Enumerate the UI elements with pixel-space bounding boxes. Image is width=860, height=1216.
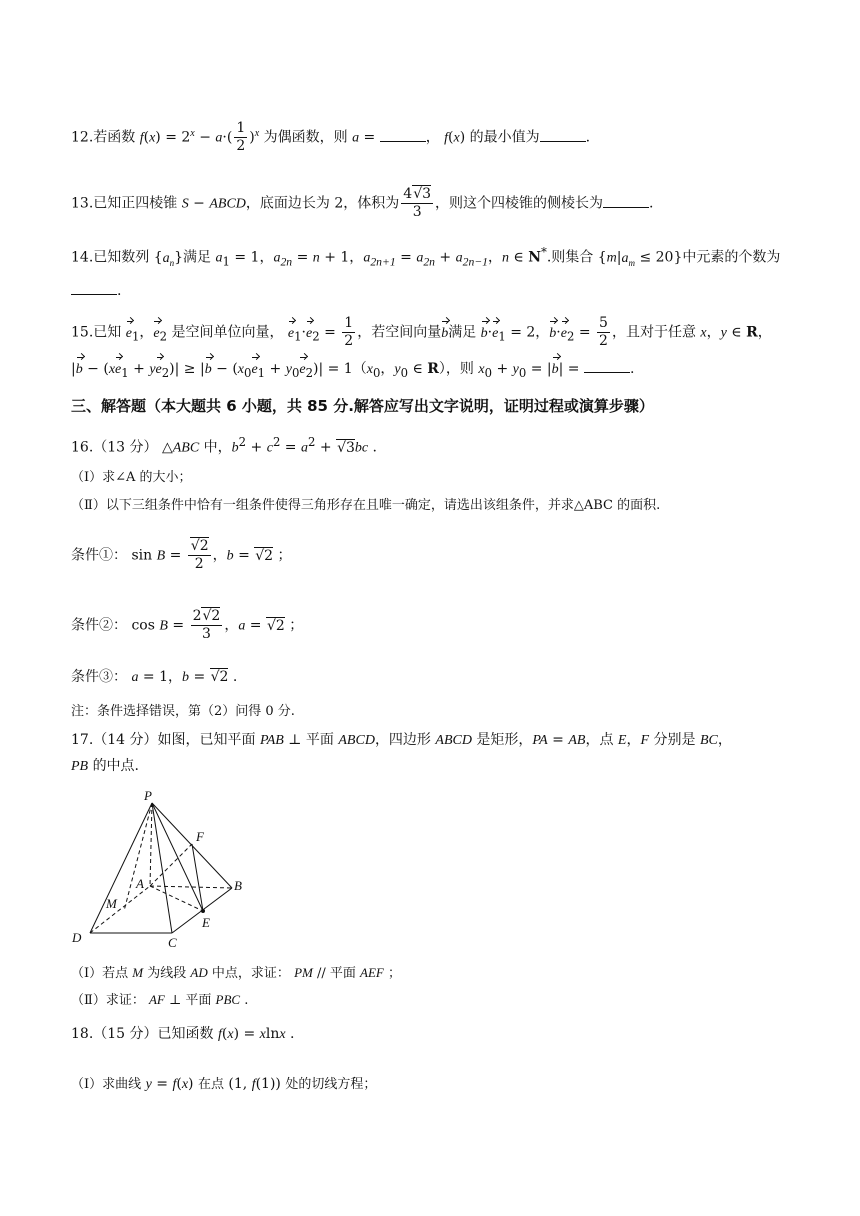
condition-2: 条件②： cos B = $\frac{2√2}{3}$ ，a = √2 ； <box>71 608 304 642</box>
answer-blank[interactable] <box>71 280 117 295</box>
answer-blank[interactable] <box>584 358 630 373</box>
question-12: 12.若函数 $f(x) = 2^x - a\cdot$( $\frac{1}{2}$ )$^x$ 为偶函数，则 a = ， f(x) 的最小值为 . <box>71 120 591 154</box>
question-18-part1: （Ⅰ）求曲线 y = f(x) 在点 (1, f(1)) 处的切线方程； <box>71 1076 377 1092</box>
label-A: A <box>136 876 144 891</box>
question-13: 13.已知正四棱锥 S − ABCD，底面边长为 2，体积为 $\frac{4√3}{3}$ ，则这个四棱锥的侧棱长为 . <box>71 186 654 220</box>
label-B: B <box>234 878 242 893</box>
answer-line: . <box>71 280 121 301</box>
question-14: 14.已知数列 $\{a_n\}$满足 $a_1 = 1$，$a_{2n} = n + 1$，$a_{2n+1} = a_{2n} + a_{2n-1}$，n ∈ N*.则集合 $\{m|a_m \le 20\}$中元素的个数为 <box>71 245 781 269</box>
label-F: F <box>196 829 204 844</box>
question-18: 18.（15 分）已知函数 f(x) = xlnx . <box>71 1026 295 1042</box>
question-15-line2: $|b - (xe_1 + ye_2)| \ge |b - (x_0e_1 + y_0e_2)| = 1(x_0$，$y_0$ ∈ R），则 $x_0 + y_0 = |b|$ = . <box>71 358 634 383</box>
label-C: C <box>168 935 177 950</box>
note: 注：条件选择错误，第（2）问得 0 分. <box>71 704 295 719</box>
question-17-part2: （Ⅱ）求证： AF ⊥ 平面 PBC . <box>71 992 249 1008</box>
question-16: 16.（13 分） △ABC 中，$b^2 + c^2 = a^2 + √3bc$ . <box>71 435 378 456</box>
label-E: E <box>202 915 210 930</box>
question-17-part1: （Ⅰ）若点 M 为线段 AD 中点，求证： PM // 平面 AEF ； <box>71 965 401 981</box>
condition-3: 条件③： a = 1，b = √2 . <box>71 669 238 685</box>
question-17: 17.（14 分）如图，已知平面 PAB ⊥ 平面 ABCD，四边形 ABCD 是矩形，PA = AB，点 E，F 分别是 BC， <box>71 732 732 748</box>
label-D: D <box>72 930 82 945</box>
answer-blank[interactable] <box>540 127 586 142</box>
answer-blank[interactable] <box>380 127 426 142</box>
question-16-part2: （Ⅱ）以下三组条件中恰有一组条件使得三角形存在且唯一确定，请选出该组条件，并求△ABC 的面积. <box>71 498 661 513</box>
answer-blank[interactable] <box>603 193 649 208</box>
section-heading: 三、解答题（本大题共 6 小题，共 85 分.解答应写出文字说明，证明过程或演算步骤） <box>71 397 654 415</box>
label-P: P <box>144 788 152 803</box>
pyramid-figure <box>66 784 266 954</box>
label-M: M <box>106 896 117 911</box>
condition-1: 条件①： sin B = $\frac{√2}{2}$ ，b = √2 ； <box>71 538 292 572</box>
question-17-line2: PB 的中点. <box>71 758 140 774</box>
question-16-part1: （Ⅰ）求∠A 的大小； <box>71 470 192 485</box>
question-number: 12. <box>71 129 94 146</box>
question-15: 15.已知 $e_1$，$e_2$ 是空间单位向量， $e_1\cdot e_2$ = $\frac{1}{2}$ ，若空间向量b满足 $b\cdot e_1 = 2$，$b\cdot e_2$ = $\frac{5}{2}$ ，且对于任意 x，y ∈ R， <box>71 315 772 349</box>
